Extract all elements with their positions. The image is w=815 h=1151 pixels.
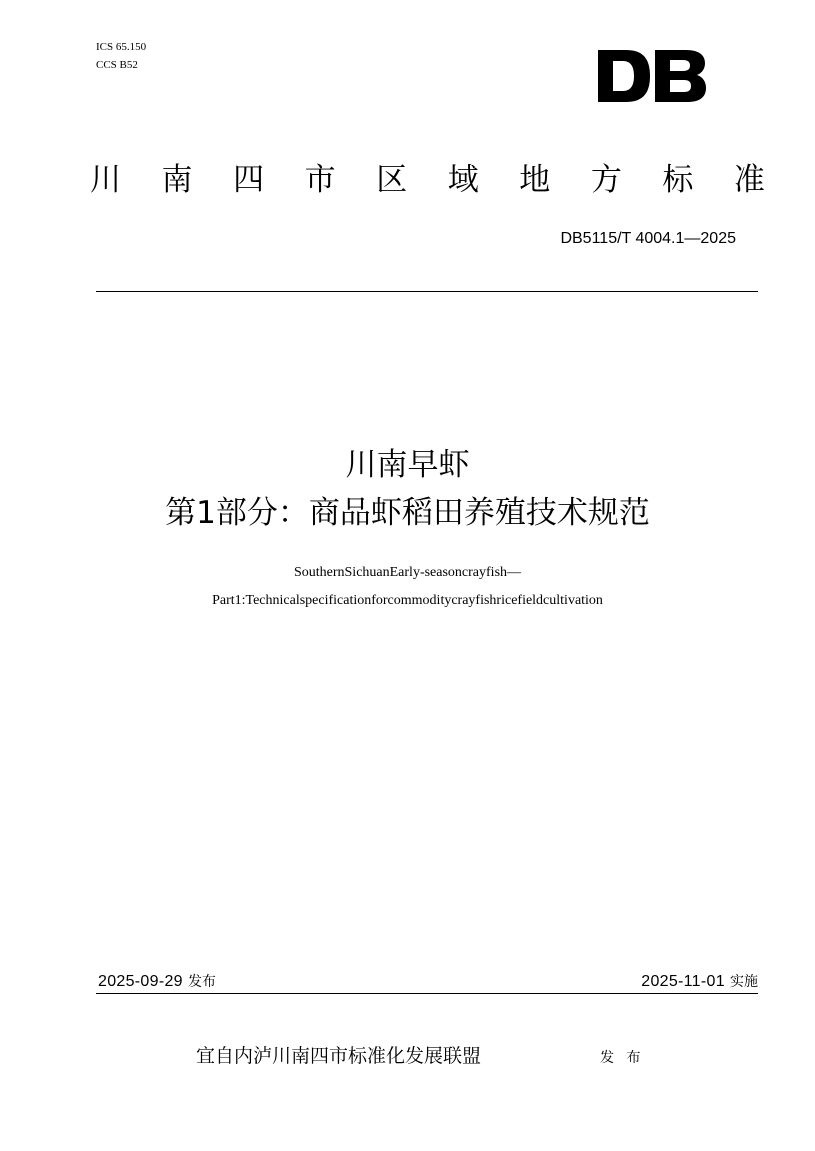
effective-date — [641, 970, 758, 993]
standard-type-char: 准 — [733, 162, 765, 198]
release-date-label: 发布 — [187, 974, 216, 990]
standard-type-char: 方 — [590, 162, 622, 198]
standard-type-char: 地 — [519, 162, 551, 198]
title-cn-line1: 川南早虾 — [345, 447, 470, 483]
standard-type-char: 标 — [662, 162, 694, 198]
title-en-line2: Part1:Technicalspecificationforcommoditycrayfishricefieldcultivation — [212, 593, 603, 608]
release-date — [98, 970, 216, 993]
publish-action: 发 布 — [600, 1050, 645, 1066]
title-cn-line2: 第1部分：商品虾稻田养殖技术规范 — [165, 495, 650, 531]
effective-date-label: 实施 — [730, 974, 758, 990]
top-divider — [96, 291, 758, 292]
standard-type-char: 川 — [90, 162, 121, 198]
standard-type-heading — [90, 152, 765, 208]
standard-type-char: 南 — [161, 162, 193, 198]
title-en-line1: SouthernSichuanEarly-seasoncrayfish— — [293, 565, 522, 580]
ccs-code: CCS B52 — [96, 59, 138, 71]
db-logo — [598, 50, 706, 102]
standard-type-char: 市 — [304, 162, 336, 198]
release-date-value: 2025-09-29 — [98, 973, 183, 990]
bottom-divider — [96, 993, 758, 994]
publisher-name: 宜自内泸川南四市标准化发展联盟 — [196, 1045, 482, 1067]
standard-type-char: 域 — [447, 162, 479, 198]
standard-type-char: 四 — [233, 162, 265, 198]
standard-type-char: 区 — [376, 162, 408, 198]
standard-number: DB5115/T 4004.1—2025 — [560, 230, 736, 247]
effective-date-value: 2025-11-01 — [641, 973, 725, 990]
ics-code: ICS 65.150 — [96, 41, 147, 53]
